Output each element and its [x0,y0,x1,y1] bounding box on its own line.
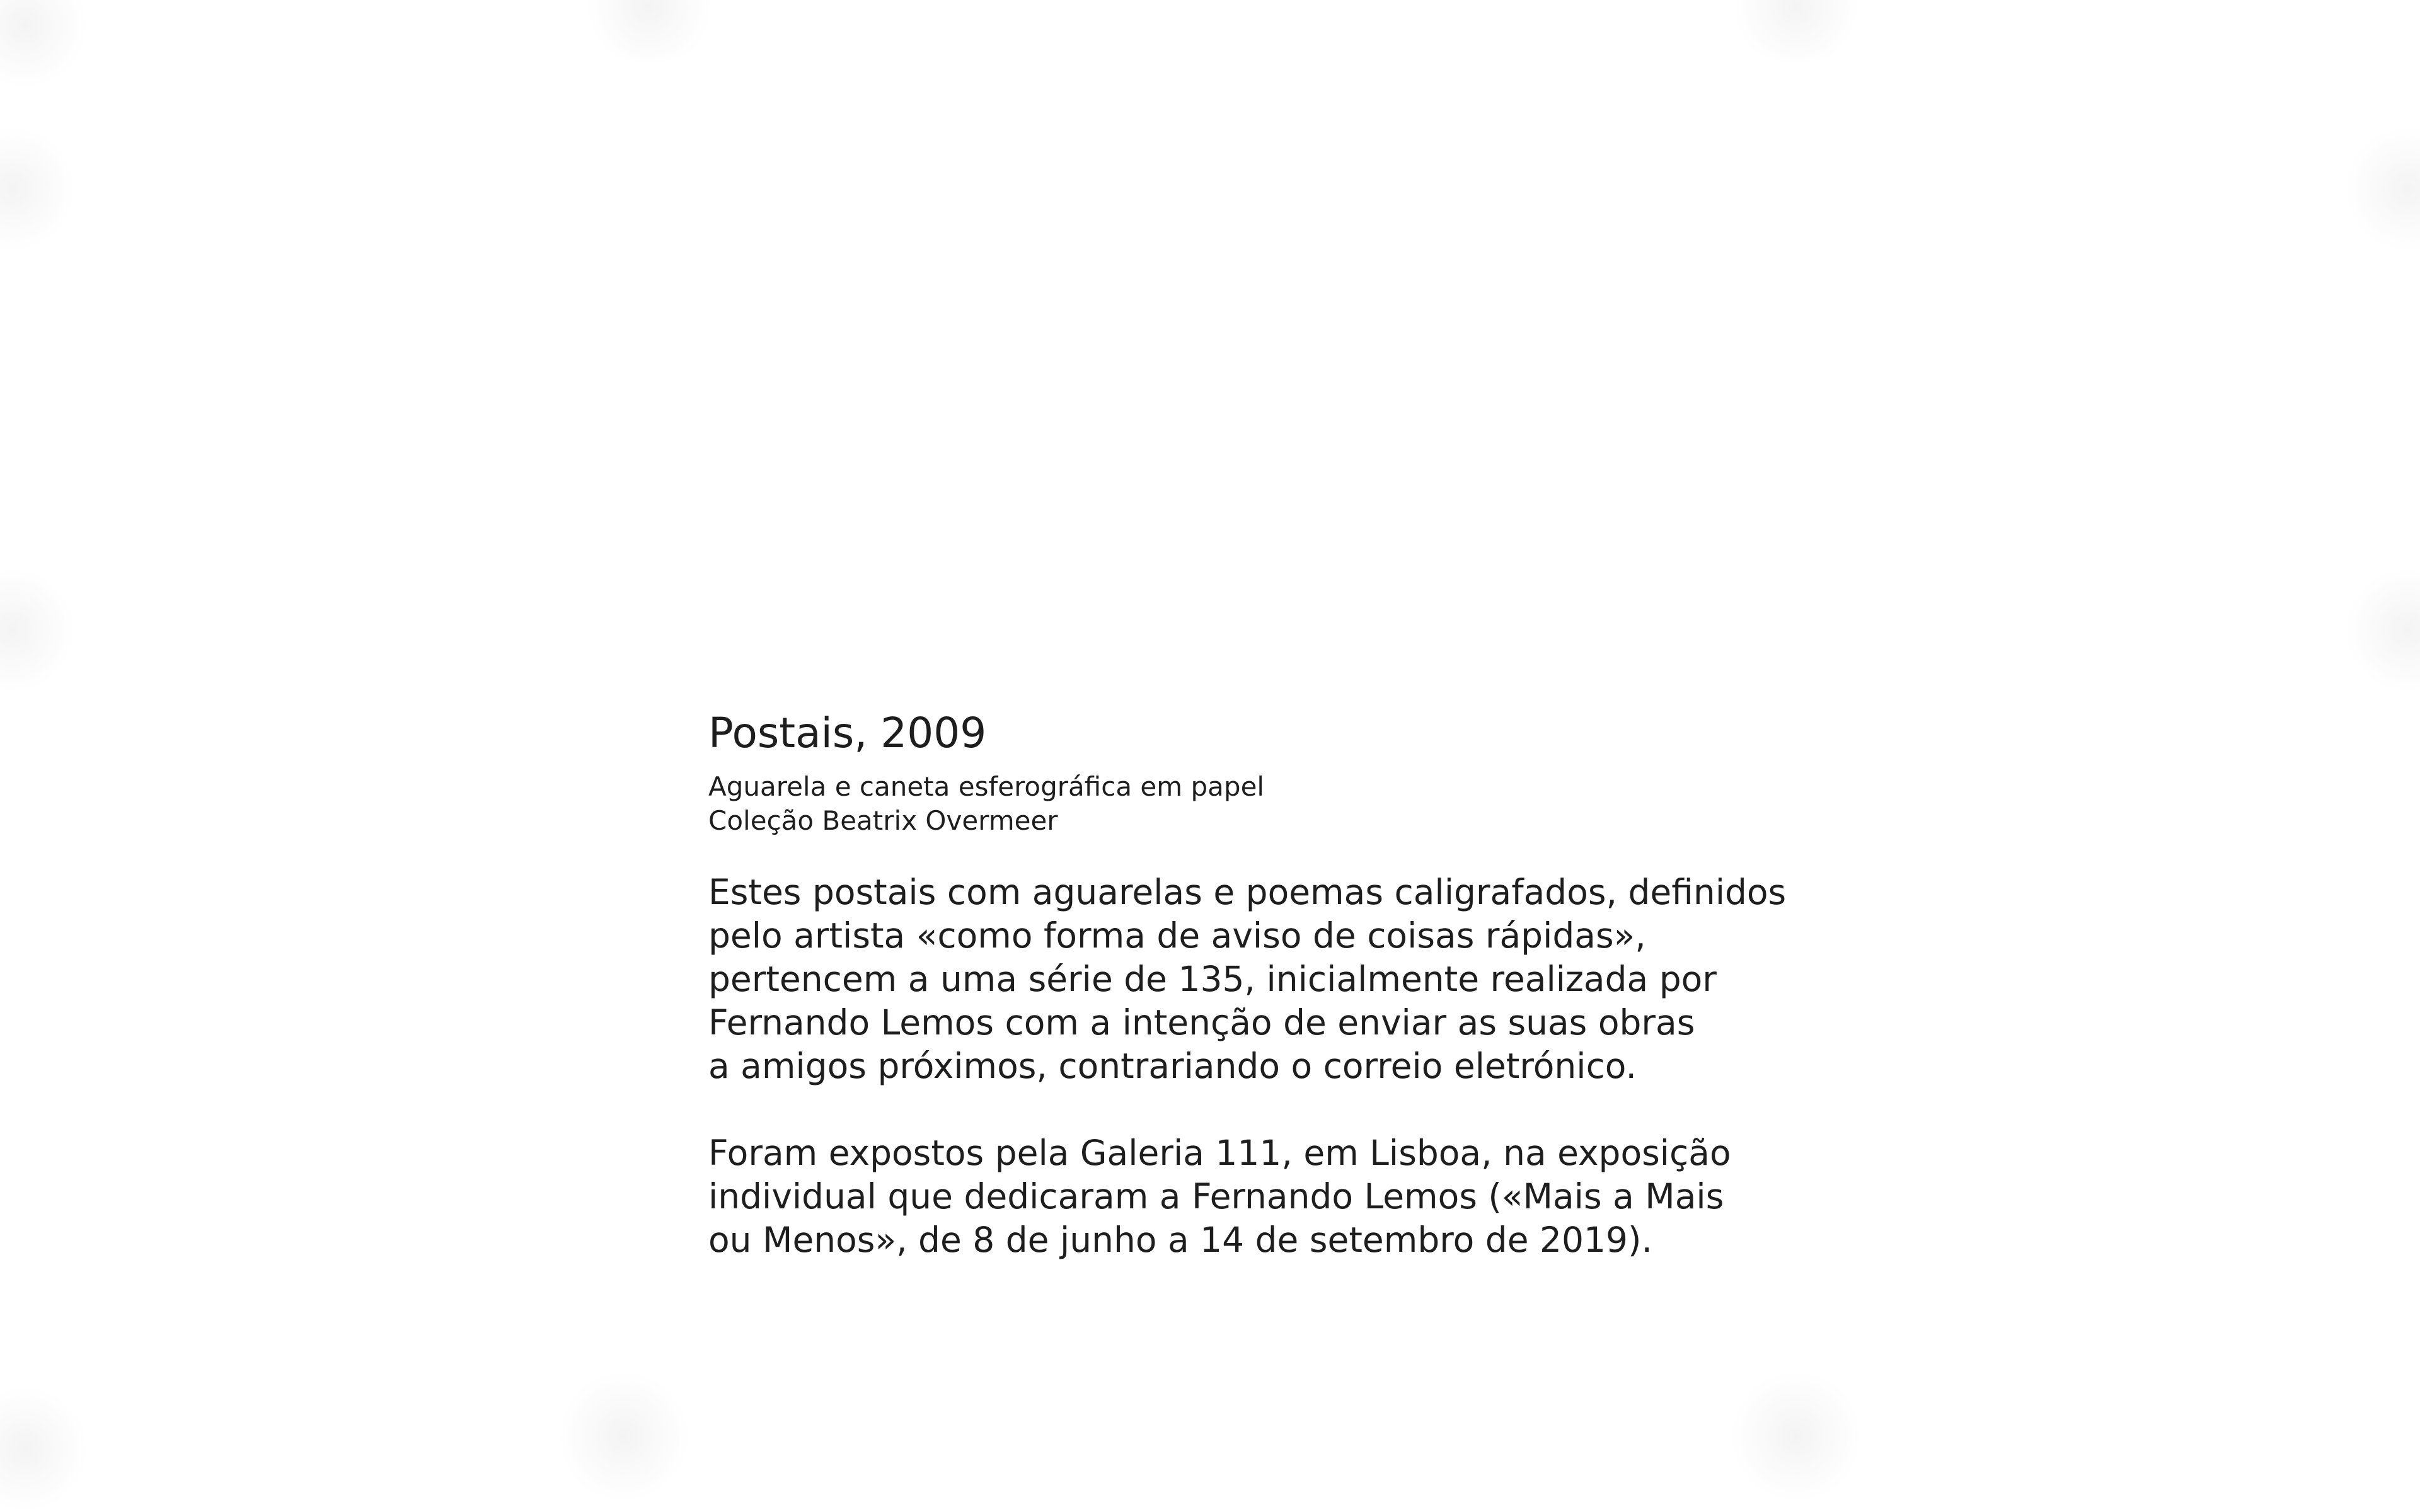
paragraph-line: Foram expostos pela Galeria 111, em Lisboa, na exposição [708,1133,1731,1173]
artwork-label [708,704,1787,1262]
edge-decoration-right-middle [2344,567,2420,693]
paragraph-line: Estes postais com aguarelas e poemas caligrafados, definidos [708,872,1787,912]
edge-decoration-top-right [1727,0,1865,63]
paragraph-line: pelo artista «como forma de aviso de coisas rápidas», [708,915,1646,956]
edge-decoration-left-upper [0,126,76,252]
description-paragraph-1 [708,871,1787,1088]
description-paragraph-2 [708,1131,1780,1262]
artwork-title: Postais, 2009 [708,709,987,757]
paragraph-line: pertencem a uma série de 135, inicialmente realizada por [708,959,1717,999]
edge-decoration-top-left [0,0,88,88]
edge-decoration-bottom-left [0,1386,88,1512]
artwork-description [708,871,1787,1262]
edge-decoration-bottom-center [555,1373,693,1499]
paragraph-line: Fernando Lemos com a intenção de enviar as suas obras [708,1002,1695,1043]
paragraph-spacer [708,1088,1780,1131]
paragraph-line: ou Menos», de 8 de junho a 14 de setembro de 2019). [708,1220,1652,1260]
edge-decoration-top-center [580,0,718,63]
artwork-meta [708,770,1780,838]
edge-decoration-bottom-right [1727,1373,1865,1499]
edge-decoration-left-middle [0,567,76,693]
artwork-collection: Coleção Beatrix Overmeer [708,805,1058,836]
artwork-medium: Aguarela e caneta esferográfica em papel [708,771,1265,802]
paragraph-line: individual que dedicaram a Fernando Lemos («Mais a Mais [708,1176,1724,1217]
paragraph-line: a amigos próximos, contrariando o correio eletrónico. [708,1046,1637,1086]
edge-decoration-right-upper [2344,126,2420,252]
